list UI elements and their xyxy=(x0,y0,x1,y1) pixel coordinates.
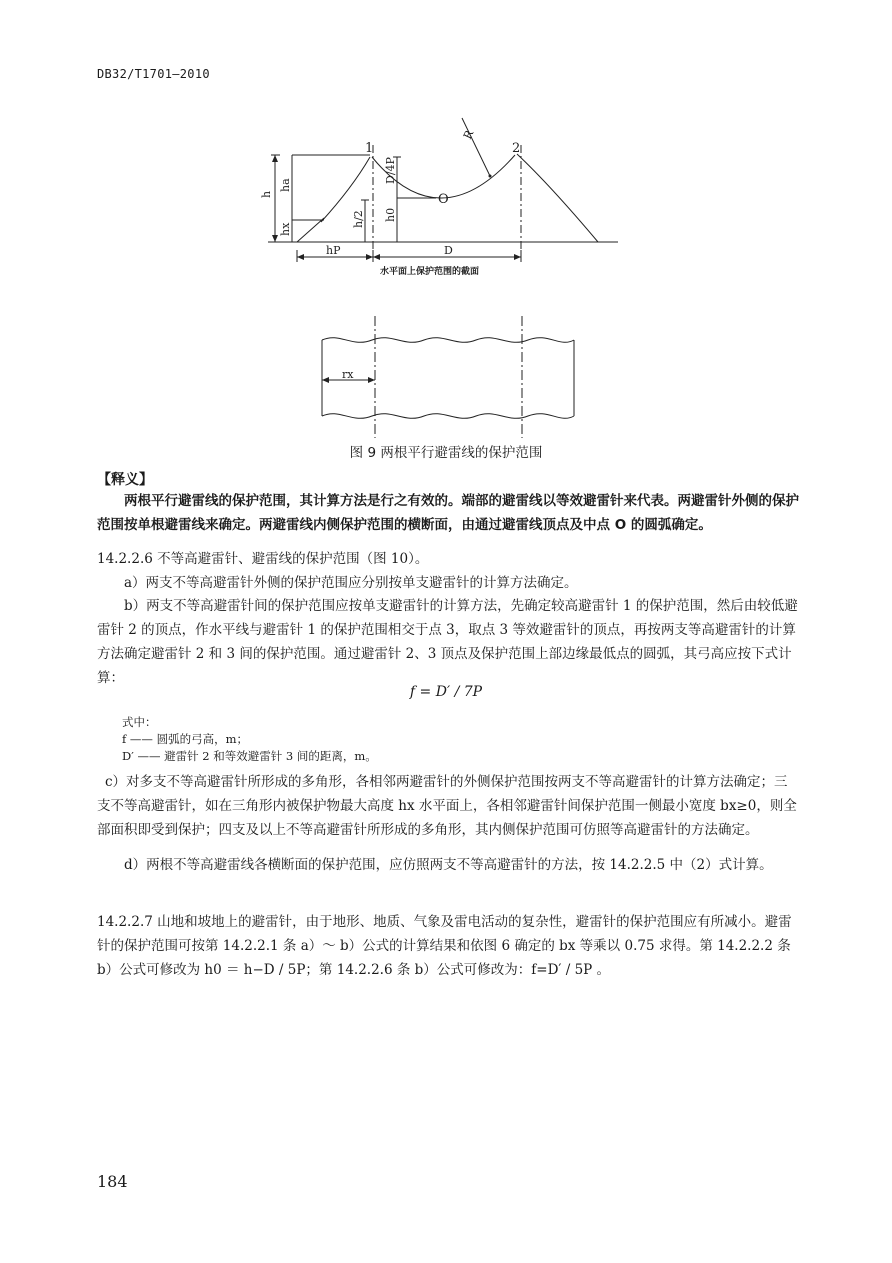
top-wavy-edge xyxy=(322,338,574,343)
h-label: h xyxy=(260,190,273,198)
figure-caption: 图 9 两根平行避雷线的保护范围 xyxy=(349,445,543,461)
cross-section-subcaption: 水平面上保护范围的截面 xyxy=(380,267,480,277)
rx-label: rx xyxy=(342,368,354,381)
center-o-label: O xyxy=(438,192,449,207)
d-label: D xyxy=(444,244,453,257)
section-14-2-2-6-title: 14.2.2.6 不等高避雷针、避雷线的保护范围（图 10）。 xyxy=(97,551,429,567)
interpretation-text: 两根平行避雷线的保护范围，其计算方法是行之有效的。端部的避雷线以等效避雷针来代表。两避雷针外侧的保护范围按单根避雷线来确定。两避雷线内侧保护范围的横断面，由通过避雷线顶点及中点 O 的圆弧确定。 xyxy=(97,493,799,533)
h-half-label: h/2 xyxy=(352,210,365,228)
definition-f: f —— 圆弧的弓高，m； xyxy=(122,732,248,746)
d4p-label: D/4P xyxy=(384,157,397,184)
item-d: d）两根不等高避雷线各横断面的保护范围，应仿照两支不等高避雷针的方法，按 14.2.2.5 中（2）式计算。 xyxy=(124,857,773,873)
bottom-wavy-edge xyxy=(322,414,574,419)
definition-d: D′ —— 避雷针 2 和等效避雷针 3 间的距离，m。 xyxy=(122,749,377,763)
item-a: a）两支不等高避雷针外侧的保护范围应分别按单支避雷针的计算方法确定。 xyxy=(124,575,578,591)
standard-code: DB32/T1701—2010 xyxy=(97,67,210,81)
ha-label: ha xyxy=(279,178,292,192)
item-b: b）两支不等高避雷针间的保护范围应按单支避雷针的计算方法，先确定较高避雷针 1 的保护范围，然后由较低避雷针 2 的顶点，作水平线与避雷针 1 的保护范围相交于点 3，取点 3 等效避雷针的顶点，再按两支等高避雷针的计算方法确定避雷针 2 和 3 间的保护范围。通过避雷针 2、3 顶点及保护范围上部边缘最低点的圆弧，其弓高应按下式计算： xyxy=(97,598,798,686)
right-slope xyxy=(517,154,598,242)
formula: f = D′ / 7P xyxy=(409,684,483,700)
interpretation-heading: 【释义】 xyxy=(97,472,153,488)
wire-2-label: 2 xyxy=(512,141,521,156)
where-label: 式中： xyxy=(122,715,157,729)
radius-label: R xyxy=(460,128,477,142)
page-number: 184 xyxy=(97,1172,128,1191)
hx-label: hx xyxy=(279,222,292,236)
plan-view-diagram xyxy=(0,300,892,440)
radius-line xyxy=(462,118,490,176)
h0-label: h0 xyxy=(384,207,397,222)
wire-1-label: 1 xyxy=(365,141,374,156)
left-slope-lower xyxy=(297,218,324,242)
hp-label: hP xyxy=(326,244,341,257)
cross-section-diagram xyxy=(0,0,892,300)
section-14-2-2-7: 14.2.2.7 山地和坡地上的避雷针，由于地形、地质、气象及雷电活动的复杂性，避雷针的保护范围应有所减小。避雷针的保护范围可按第 14.2.2.1 条 a）～ b）公式的计算结果和依图 6 确定的 bx 等乘以 0.75 求得。第 14.2.2.2 条 b）公式可修改为 h0 ＝ h−D / 5P；第 14.2.2.6 条 b）公式可修改为：f=D′ / 5P 。 xyxy=(97,914,792,978)
item-c: c）对多支不等高避雷针所形成的多角形，各相邻两避雷针的外侧保护范围按两支不等高避雷针的计算方法确定；三支不等高避雷针，如在三角形内被保护物最大高度 hx 水平面上，各相邻避雷针间保护范围一侧最小宽度 bx≥0，则全部面积即受到保护；四支及以上不等高避雷针所形成的多角形，其内侧保护范围可仿照等高避雷针的方法确定。 xyxy=(97,774,797,838)
